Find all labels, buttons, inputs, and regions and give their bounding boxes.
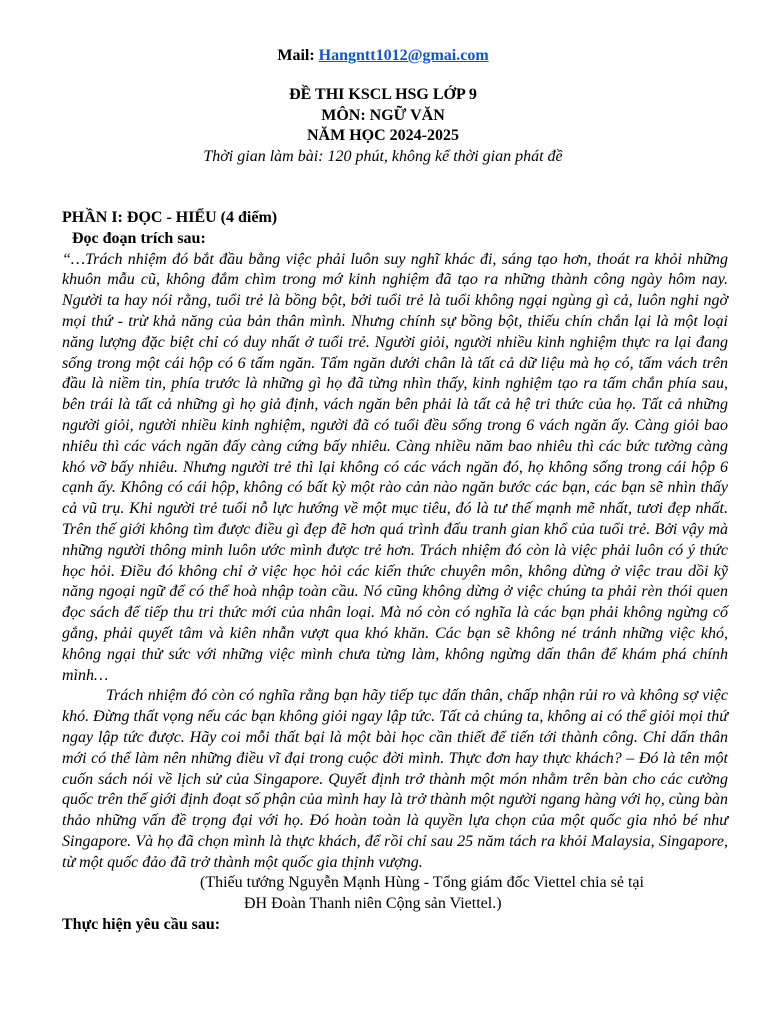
section-title: PHẦN I: ĐỌC - HIỂU (4 điểm): [62, 208, 278, 226]
passage-source-line-1: (Thiếu tướng Nguyễn Mạnh Hùng - Tổng giám đốc Viettel chia sẻ tại: [200, 874, 644, 892]
mail-label: Mail:: [277, 47, 315, 64]
task-heading: Thực hiện yêu cầu sau:: [62, 916, 221, 934]
exam-title: ĐỀ THI KSCL HSG LỚP 9: [289, 85, 477, 103]
mail-line: [38, 46, 728, 67]
reading-passage: [62, 250, 728, 874]
exam-year: NĂM HỌC 2024-2025: [307, 127, 459, 145]
mail-link[interactable]: Hangntt1012@gmai.com: [318, 47, 489, 64]
reading-instruction: Đọc đoạn trích sau:: [72, 229, 206, 247]
exam-duration: Thời gian làm bài: 120 phút, không kể thời gian phát đề: [203, 148, 563, 166]
exam-subject: MÔN: NGỮ VĂN: [321, 106, 445, 124]
passage-paragraph-1: “…Trách nhiệm đó bắt đầu bằng việc phải luôn suy nghĩ khác đi, sáng tạo hơn, thoát ra khỏi những khuôn mẫu cũ, không đắm chìm trong mớ kinh nghiệm đã tạo ra những thành công ngày hôm nay. Người ta hay nói rằng, tuổi trẻ là bồng bột, bởi tuổi trẻ là tuổi không ngại ngùng gì cả, luôn nghi ngờ mọi thứ - trừ khả năng của bản thân mình. Nhưng chính sự bồng bột, thiếu chín chắn lại là một loại năng lượng đặc biệt chỉ có duy nhất ở tuổi trẻ. Người giỏi, người nhiều kinh nghiệm thực ra lại đang sống trong một cái hộp có 6 tấm ngăn. Tấm ngăn dưới chân là tất cả dữ liệu mà họ có, tấm vách trên đầu là niềm tin, phía trước là những gì họ đã từng nhìn thấy, kinh nghiệm tạo ra tấm chắn phía sau, bên trái là tất cả những gì họ giả định, vách ngăn bên phải là tất cả hệ tri thức của họ. Tất cả những người giỏi, người nhiều kinh nghiệm, người đã có tuổi đều sống trong 6 vách ngăn ấy. Càng giỏi bao nhiêu thì các vách ngăn đấy càng cứng bấy nhiêu. Càng nhiều năm bao nhiêu thì các bức tường càng khó vỡ bấy nhiêu. Nhưng người trẻ thì lại không có các vách ngăn đó, họ không sống trong cái hộp 6 cạnh ấy. Không có cái hộp, không có bất kỳ một rào cản nào ngăn bước các bạn, các bạn sẽ nhìn thấy cả vũ trụ. Khi người trẻ tuổi nỗ lực hướng về một mục tiêu, đó là tư thế mạnh mẽ nhất, tươi đẹp nhất. Trên thế giới không tìm được điều gì đẹp đẽ hơn quá trình đấu tranh gian khổ của tuổi trẻ. Bởi vậy mà những người thông minh luôn ước mình được trẻ hơn. Trách nhiệm đó còn là việc phải luôn có ý thức học hỏi. Điều đó không chỉ ở việc học hỏi các kiến thức chuyên môn, không dừng ở việc trau dồi kỹ năng ngoại ngữ để có thể hoà nhập toàn cầu. Nó cũng không dừng ở việc chúng ta phải rèn thói quen đọc sách để tiếp thu tri thức mới của nhân loại. Mà nó còn có nghĩa là các bạn phải không ngừng cố gắng, phải quyết tâm và kiên nhẫn vượt qua khó khăn. Các bạn sẽ không né tránh những việc khó, không ngại thử sức với những việc mình chưa từng làm, không ngừng dấn thân để khám phá chính mình…: [62, 250, 728, 684]
exam-header: [38, 85, 728, 168]
passage-source-line-2: ĐH Đoàn Thanh niên Cộng sản Viettel.): [244, 895, 502, 913]
passage-paragraph-2: Trách nhiệm đó còn có nghĩa rằng bạn hãy tiếp tục dấn thân, chấp nhận rủi ro và không sợ việc khó. Đừng thất vọng nếu các bạn không giỏi ngay lập tức. Tất cả chúng ta, không ai có thể giỏi mọi thứ ngay lập tức được. Hãy coi mỗi thất bại là một bài học cần thiết để tiến tới thành công. Chỉ dấn thân mới có thể làm nên những điều vĩ đại trong cuộc đời mình. Thực đơn hay thực khách? – Đó là tên một cuốn sách nói về lịch sử của Singapore. Quyết định trở thành một món nhằm trên bàn cho các cường quốc trên thế giới định đoạt số phận của mình hay là trở thành một người ngang hàng với họ, cùng bàn thảo những vấn đề trọng đại với họ. Đó hoàn toàn là quyền lựa chọn của một quốc gia nhỏ bé như Singapore. Và họ đã chọn mình là thực khách, để rồi chỉ sau 25 năm tách ra khỏi Malaysia, Singapore, từ một quốc đảo đã trở thành một quốc gia thịnh vượng.: [62, 687, 728, 871]
